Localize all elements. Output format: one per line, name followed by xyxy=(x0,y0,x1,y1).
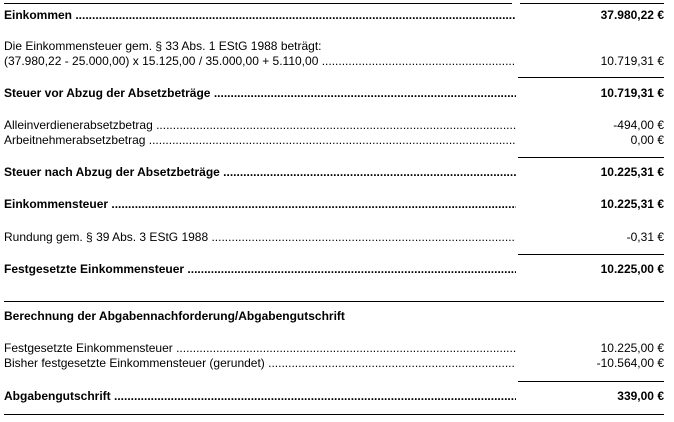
settlement-heading: Berechnung der Abgabennachforderung/Abgabengutschrift xyxy=(4,309,345,323)
tax-credit-label: Abgabengutschrift ..... xyxy=(4,388,516,404)
rounding-value: -0,31 € xyxy=(626,230,664,244)
rule-before-assessed-tax xyxy=(518,254,664,255)
settlement-assessed-tax-label: Festgesetzte Einkommensteuer ..... xyxy=(4,340,516,356)
tax-credit-value: 339,00 € xyxy=(617,389,664,403)
bottom-rule xyxy=(4,414,664,415)
top-rule-value xyxy=(520,3,664,4)
sole-earner-credit-value: -494,00 € xyxy=(613,118,664,132)
rule-before-tax-before-deductions xyxy=(518,77,664,78)
section-rule xyxy=(4,301,664,302)
assessed-tax-value: 10.225,00 € xyxy=(600,262,664,276)
income-value: 37.980,22 € xyxy=(600,8,664,22)
assessed-tax-row xyxy=(4,261,664,277)
tax-formula-label: (37.980,22 - 25.000,00) x 15.125,00 / 35.000,00 + 5.110,00 ..... xyxy=(4,53,516,69)
rule-before-credit xyxy=(518,381,664,382)
tax-before-deductions-value: 10.719,31 € xyxy=(600,86,664,100)
settlement-heading-row xyxy=(4,308,664,324)
income-tax-value: 10.225,31 € xyxy=(600,197,664,211)
tax-formula-row xyxy=(4,53,664,69)
tax-formula-value: 10.719,31 € xyxy=(600,54,664,68)
previous-assessed-tax-label: Bisher festgesetzte Einkommensteuer (gerundet) ..... xyxy=(4,355,516,371)
settlement-assessed-tax-row xyxy=(4,340,664,356)
previous-assessed-tax-row xyxy=(4,355,664,371)
tax-after-deductions-value: 10.225,31 € xyxy=(600,165,664,179)
income-row xyxy=(4,7,664,23)
tax-formula-intro-row xyxy=(4,38,664,54)
tax-after-deductions-label: Steuer nach Abzug der Absetzbeträge ..... xyxy=(4,164,516,180)
employee-credit-value: 0,00 € xyxy=(630,133,664,147)
employee-credit-row xyxy=(4,132,664,148)
rounding-label: Rundung gem. § 39 Abs. 3 EStG 1988 ..... xyxy=(4,229,516,245)
sole-earner-credit-row xyxy=(4,117,664,133)
tax-credit-row xyxy=(4,388,664,404)
tax-before-deductions-row xyxy=(4,85,664,101)
rounding-row xyxy=(4,229,664,245)
settlement-assessed-tax-value: 10.225,00 € xyxy=(600,341,664,355)
income-label: Einkommen ..... xyxy=(4,7,516,23)
tax-after-deductions-row xyxy=(4,164,664,180)
top-rule-label xyxy=(4,3,512,4)
tax-formula-intro-label: Die Einkommensteuer gem. § 33 Abs. 1 EStG 1988 beträgt: xyxy=(4,39,322,53)
rule-before-tax-after-deductions xyxy=(518,157,664,158)
income-tax-label: Einkommensteuer ..... xyxy=(4,196,516,212)
income-tax-row xyxy=(4,196,664,212)
sole-earner-credit-label: Alleinverdienerabsetzbetrag ..... xyxy=(4,117,516,133)
previous-assessed-tax-value: -10.564,00 € xyxy=(596,356,664,370)
assessed-tax-label: Festgesetzte Einkommensteuer ..... xyxy=(4,261,516,277)
employee-credit-label: Arbeitnehmerabsetzbetrag ..... xyxy=(4,132,516,148)
tax-before-deductions-label: Steuer vor Abzug der Absetzbeträge ..... xyxy=(4,85,516,101)
